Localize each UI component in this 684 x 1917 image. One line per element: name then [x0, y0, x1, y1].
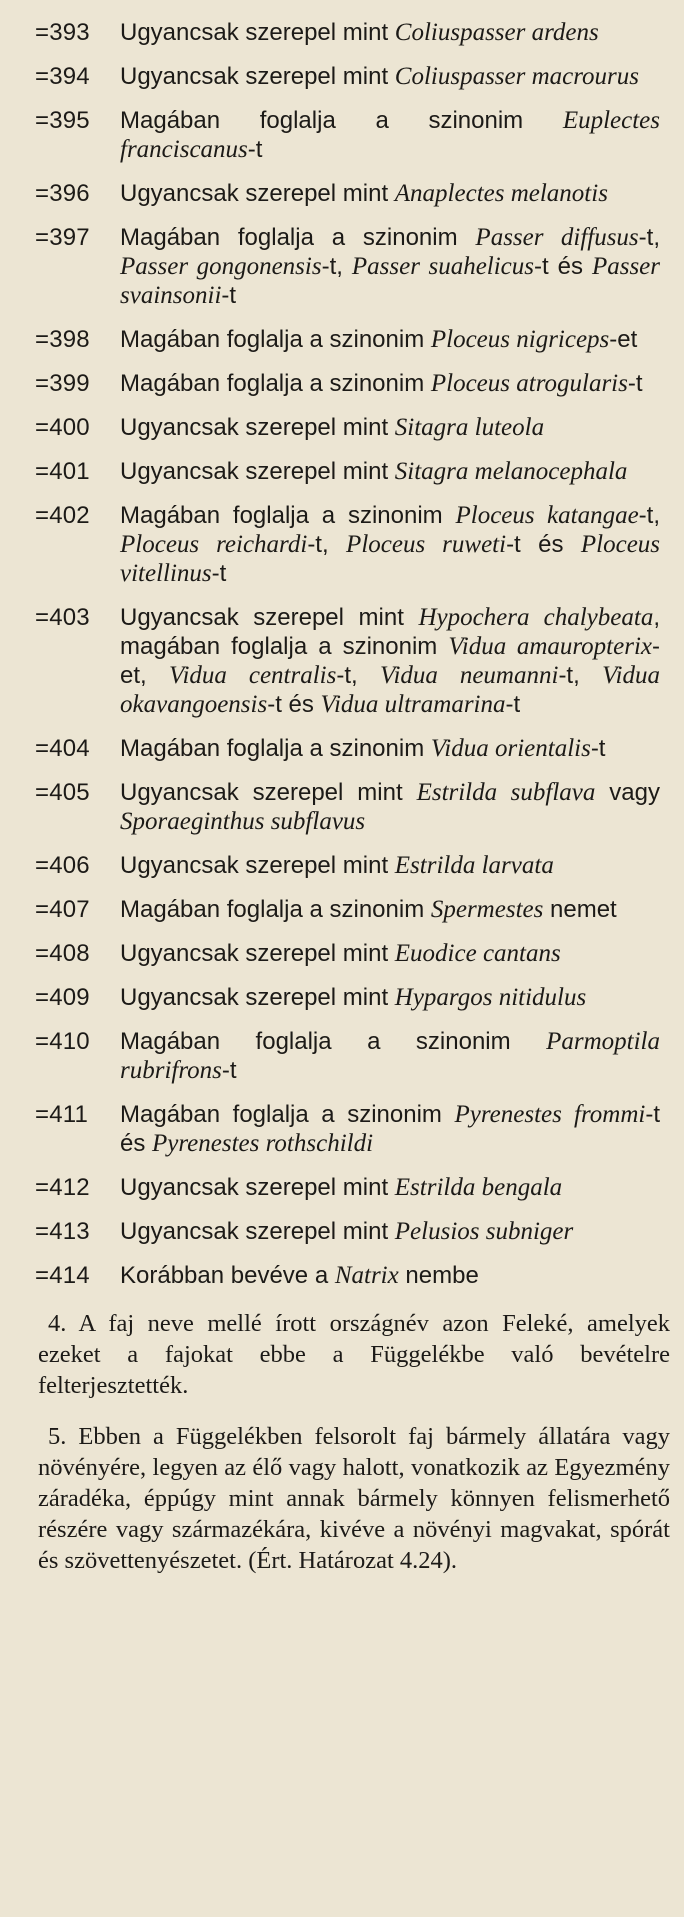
entry-text — [120, 106, 660, 164]
entry-text-fragment: -t — [221, 282, 237, 309]
entry-text-fragment: -t — [590, 735, 606, 762]
entry-number: =409 — [35, 984, 90, 1011]
entry-text — [120, 895, 660, 924]
entry-text-fragment: Magában foglalja a szinonim — [120, 224, 476, 251]
entry-text — [120, 734, 660, 763]
species-name: Passer suahelicus — [351, 253, 535, 280]
paragraph-4: 4. A faj neve mellé írott országnév azon Feleké, amelyek ezeket a fajokat ebbe a Függelékbe való bevételre felterjesztették. — [38, 1310, 670, 1399]
entry-number: =396 — [35, 180, 90, 207]
entry-number: =402 — [35, 502, 90, 529]
entry-text-fragment: Magában foglalja a szinonim — [120, 502, 456, 529]
entry-number: =400 — [35, 414, 90, 441]
species-name: Euplectes franciscanus — [120, 107, 660, 163]
list-item — [0, 939, 684, 968]
entry-text-fragment: Magában foglalja a szinonim — [120, 735, 431, 762]
species-name: Ploceus vitellinus — [120, 531, 661, 587]
entry-number: =414 — [35, 1262, 90, 1289]
species-name: Parmoptila rubrifrons — [120, 1028, 660, 1084]
species-name: Ploceus atrogularis — [430, 370, 628, 397]
entry-text — [120, 223, 660, 310]
species-name: Euodice cantans — [394, 940, 561, 967]
species-name: Ploceus reichardi — [120, 531, 308, 558]
species-name: Estrilda larvata — [394, 852, 554, 879]
list-item — [0, 62, 684, 91]
entry-text-fragment: -et, — [120, 633, 660, 689]
entry-text-fragment: Ugyancsak szerepel mint — [120, 852, 395, 879]
list-item — [0, 778, 684, 836]
entry-number: =394 — [35, 63, 90, 90]
species-name: Vidua centralis — [169, 662, 337, 689]
entry-text-fragment: Ugyancsak szerepel mint — [120, 779, 417, 806]
list-item — [0, 223, 684, 310]
entry-text — [120, 501, 660, 588]
entry-text — [120, 18, 660, 47]
species-name: Passer diffusus — [475, 224, 639, 251]
list-item — [0, 325, 684, 354]
entry-text-fragment: Ugyancsak szerepel mint — [120, 604, 419, 631]
entry-number: =410 — [35, 1028, 90, 1055]
entry-text-fragment: Ugyancsak szerepel mint — [120, 180, 395, 207]
entry-text-fragment: Ugyancsak szerepel mint — [120, 1174, 395, 1201]
entry-text-fragment: -t, — [558, 662, 603, 689]
entry-number: =407 — [35, 896, 90, 923]
entry-text-fragment: -t — [221, 1057, 237, 1084]
entry-text-fragment: Magában foglalja a szinonim — [120, 1028, 547, 1055]
entry-text — [120, 778, 660, 836]
entry-text — [120, 1217, 660, 1246]
list-item — [0, 369, 684, 398]
entry-text-fragment: Ugyancsak szerepel mint — [120, 63, 395, 90]
entry-number: =406 — [35, 852, 90, 879]
entry-text-fragment: Magában foglalja a szinonim — [120, 1101, 455, 1128]
entry-text-fragment: -t, — [336, 662, 381, 689]
list-item — [0, 895, 684, 924]
entry-text-fragment: vagy — [595, 779, 660, 806]
entry-text — [120, 369, 660, 398]
entry-text — [120, 325, 660, 354]
entry-number: =395 — [35, 107, 90, 134]
entry-text-fragment: -t — [211, 560, 227, 587]
species-name: Pyrenestes frommi — [454, 1101, 646, 1128]
species-name: Vidua ultramarina — [320, 691, 506, 718]
species-name: Vidua neumanni — [380, 662, 559, 689]
entry-text — [120, 939, 660, 968]
entry-number: =408 — [35, 940, 90, 967]
entry-list — [0, 18, 684, 1290]
entry-number: =393 — [35, 19, 90, 46]
entry-text-fragment: nembe — [398, 1262, 479, 1289]
entry-text-fragment: Ugyancsak szerepel mint — [120, 19, 395, 46]
entry-text — [120, 62, 660, 91]
species-name: Vidua okavangoensis — [120, 662, 660, 718]
list-item — [0, 1261, 684, 1290]
species-name: Hypochera chalybeata — [418, 604, 654, 631]
list-item — [0, 106, 684, 164]
entry-text-fragment: -et — [609, 326, 638, 353]
entry-text-fragment: -t, — [321, 253, 352, 280]
entry-text-fragment: -t — [505, 691, 521, 718]
entry-text — [120, 603, 660, 719]
entry-text-fragment: nemet — [543, 896, 617, 923]
entry-text-fragment: Ugyancsak szerepel mint — [120, 984, 395, 1011]
species-name: Coliuspasser macrourus — [394, 63, 640, 90]
list-item — [0, 603, 684, 719]
species-name: Pyrenestes rothschildi — [152, 1130, 374, 1157]
entry-text-fragment: Ugyancsak szerepel mint — [120, 458, 395, 485]
species-name: Anaplectes melanotis — [394, 180, 608, 207]
entry-text-fragment: -t — [247, 136, 263, 163]
paragraph-5: 5. Ebben a Függelékben felsorolt faj bármely állatára vagy növényére, legyen az élő vagy halott, vonatkozik az Egyezmény záradéka, éppúgy mint annak bármely könnyen felismerhető részére vagy származékára, kivéve a növényi magvakat, spórát és szövettenyészetet. (Ért. Határozat 4.24). — [38, 1423, 670, 1574]
species-name: Pelusios subniger — [394, 1218, 574, 1245]
species-name: Sporaeginthus subflavus — [120, 808, 366, 835]
entry-text-fragment: Ugyancsak szerepel mint — [120, 1218, 395, 1245]
species-name: Sitagra melanocephala — [394, 458, 628, 485]
entry-number: =413 — [35, 1218, 90, 1245]
species-name: Ploceus nigriceps — [430, 326, 610, 353]
list-item — [0, 501, 684, 588]
list-item — [0, 179, 684, 208]
list-item — [0, 851, 684, 880]
entry-text-fragment: Magában foglalja a szinonim — [120, 107, 563, 134]
list-item — [0, 1217, 684, 1246]
entry-text-fragment: -t, — [307, 531, 347, 558]
entry-text — [120, 1100, 660, 1158]
species-name: Hypargos nitidulus — [394, 984, 587, 1011]
entry-number: =405 — [35, 779, 90, 806]
entry-number: =401 — [35, 458, 90, 485]
entry-text-fragment: Magában foglalja a szinonim — [120, 326, 431, 353]
entry-number: =404 — [35, 735, 90, 762]
entry-text-fragment: Korábban bevéve a — [120, 1262, 335, 1289]
list-item — [0, 1173, 684, 1202]
species-name: Natrix — [334, 1262, 399, 1289]
entry-text-fragment: -t és — [267, 691, 321, 718]
species-name: Estrilda subflava — [416, 779, 596, 806]
entry-number: =412 — [35, 1174, 90, 1201]
species-name: Vidua orientalis — [430, 735, 591, 762]
list-item — [0, 1027, 684, 1085]
entry-number: =397 — [35, 224, 90, 251]
species-name: Estrilda bengala — [394, 1174, 563, 1201]
entry-text — [120, 1027, 660, 1085]
entry-text-fragment: -t, — [638, 502, 660, 529]
species-name: Vidua amauropterix — [448, 633, 652, 660]
list-item — [0, 413, 684, 442]
species-name: Sitagra luteola — [394, 414, 545, 441]
species-name: Coliuspasser ardens — [394, 19, 599, 46]
entry-text-fragment: -t és — [534, 253, 592, 280]
entry-number: =403 — [35, 604, 90, 631]
entry-text-fragment: Ugyancsak szerepel mint — [120, 940, 395, 967]
list-item — [0, 734, 684, 763]
entry-text-fragment: -t és — [506, 531, 581, 558]
entry-text — [120, 179, 660, 208]
species-name: Ploceus ruweti — [346, 531, 507, 558]
list-item — [0, 1100, 684, 1158]
entry-text — [120, 1173, 660, 1202]
list-item — [0, 457, 684, 486]
species-name: Spermestes — [430, 896, 544, 923]
list-item — [0, 18, 684, 47]
entry-text-fragment: Magában foglalja a szinonim — [120, 896, 431, 923]
entry-text-fragment: , magában foglalja a szinonim — [120, 604, 660, 660]
entry-text-fragment: Magában foglalja a szinonim — [120, 370, 431, 397]
entry-text-fragment: -t, — [638, 224, 660, 251]
entry-text-fragment: -t és — [120, 1101, 660, 1157]
entry-number: =411 — [35, 1101, 89, 1128]
entry-number: =398 — [35, 326, 90, 353]
species-name: Ploceus katangae — [455, 502, 639, 529]
entry-number: =399 — [35, 370, 90, 397]
entry-text — [120, 457, 660, 486]
entry-text — [120, 851, 660, 880]
entry-text-fragment: Ugyancsak szerepel mint — [120, 414, 395, 441]
entry-text-fragment: -t — [627, 370, 643, 397]
species-name: Passer gongonensis — [120, 253, 322, 280]
entry-text — [120, 983, 660, 1012]
entry-text — [120, 1261, 660, 1290]
species-name: Passer svainsonii — [120, 253, 660, 309]
entry-text — [120, 413, 660, 442]
list-item — [0, 983, 684, 1012]
